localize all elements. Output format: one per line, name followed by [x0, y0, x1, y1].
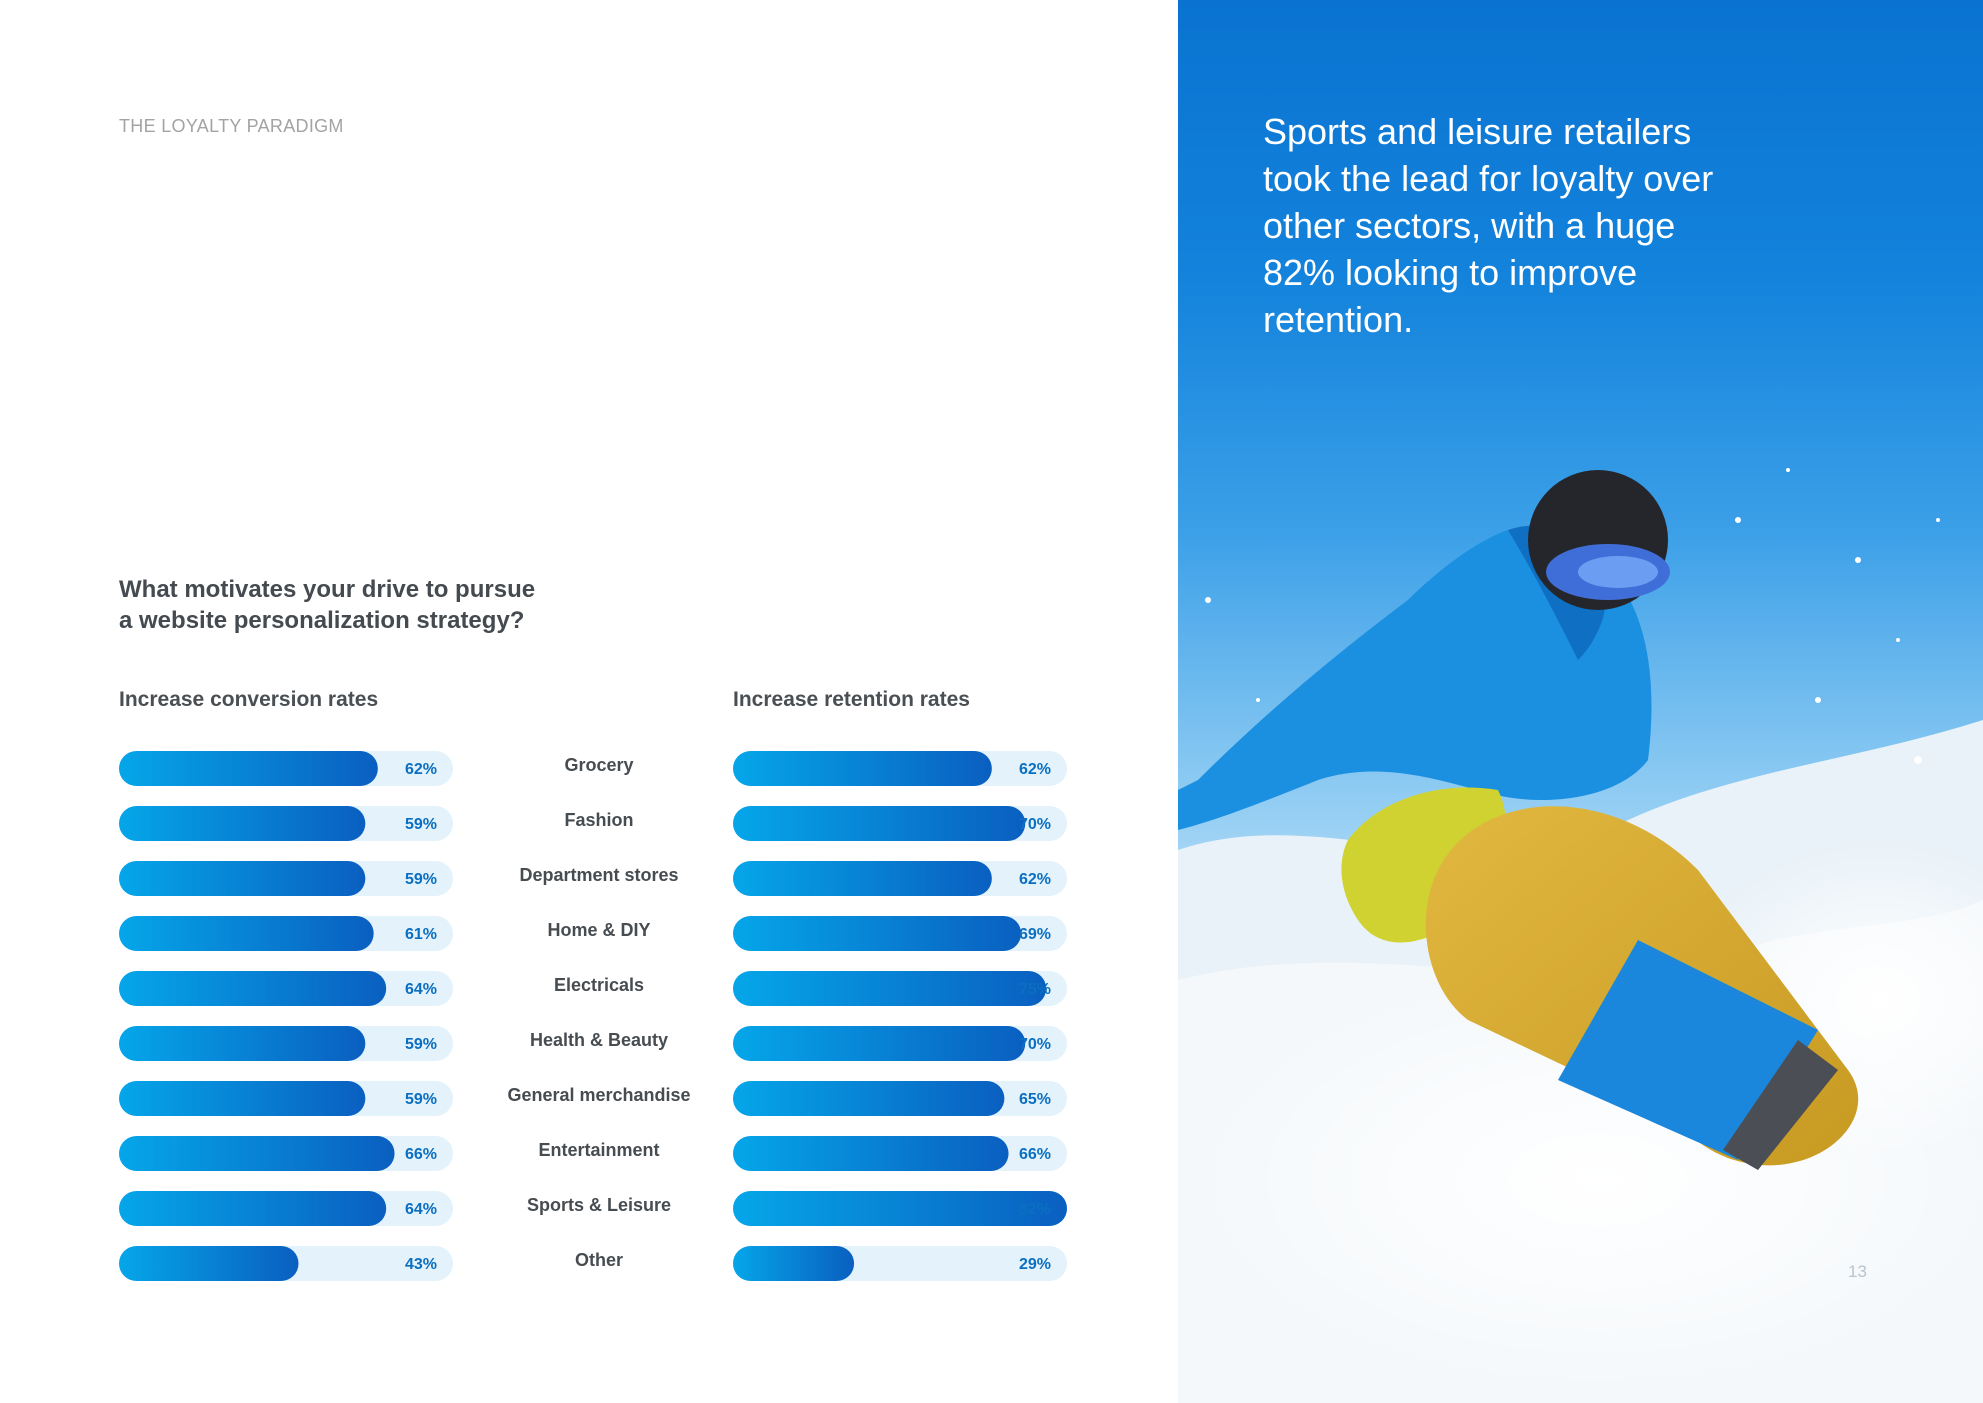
- category-label: Department stores: [519, 865, 679, 885]
- category-label: Sports & Leisure: [526, 1195, 672, 1215]
- conversion-heading: Increase conversion rates: [119, 688, 379, 711]
- bar: [733, 806, 1025, 841]
- bar-value-label: 64%: [404, 981, 437, 998]
- bar: [733, 751, 992, 786]
- category-label: Home & DIY: [547, 920, 651, 940]
- bar-value-label: 62%: [1018, 761, 1051, 778]
- bar-value-label: 43%: [404, 1256, 437, 1273]
- bar-value-label: 61%: [404, 926, 437, 943]
- category-label: Health & Beauty: [529, 1030, 669, 1050]
- bar: [733, 1026, 1025, 1061]
- category-label: Grocery: [564, 755, 634, 775]
- bar: [119, 1246, 299, 1281]
- bar: [733, 971, 1046, 1006]
- photo-panel: [1178, 0, 1983, 1403]
- category-label: Entertainment: [538, 1140, 660, 1160]
- category-label: General merchandise: [507, 1085, 691, 1105]
- page-number: 13: [1848, 1262, 1867, 1281]
- callout-text: Sports and leisure retailers took the lead for loyalty over other sectors, with a huge 82% looking to improve retention.: [1263, 111, 1714, 340]
- bar-value-label: 70%: [1018, 816, 1051, 833]
- bar-value-label: 66%: [1018, 1146, 1051, 1163]
- bar-value-label: 62%: [404, 761, 437, 778]
- bar-value-label: 69%: [1018, 926, 1051, 943]
- bar: [119, 751, 378, 786]
- bar-value-label: 59%: [404, 1036, 437, 1053]
- bar-value-label: 82%: [1018, 1201, 1051, 1218]
- bar-value-label: 59%: [404, 871, 437, 888]
- bar: [119, 1136, 395, 1171]
- bar-value-label: 59%: [404, 1091, 437, 1108]
- bar: [119, 916, 374, 951]
- bar-value-label: 66%: [404, 1146, 437, 1163]
- bar-value-label: 62%: [1018, 871, 1051, 888]
- category-label: Other: [574, 1250, 624, 1270]
- bar-value-label: 64%: [404, 1201, 437, 1218]
- bar: [733, 1136, 1009, 1171]
- bar-value-label: 29%: [1018, 1256, 1051, 1273]
- bar: [733, 916, 1021, 951]
- chart-question: What motivates your drive to pursue a website personalization strategy?: [119, 576, 536, 634]
- bar-value-label: 75%: [1018, 981, 1051, 998]
- section-kicker: THE LOYALTY PARADIGM: [119, 116, 344, 136]
- bar: [119, 861, 365, 896]
- bar: [119, 806, 365, 841]
- bar: [733, 861, 992, 896]
- bar: [119, 1081, 365, 1116]
- bar-value-label: 70%: [1018, 1036, 1051, 1053]
- retention-heading: Increase retention rates: [733, 688, 970, 711]
- bar: [119, 1026, 365, 1061]
- bar: [733, 1191, 1067, 1226]
- bar-value-label: 65%: [1018, 1091, 1051, 1108]
- bar: [119, 1191, 386, 1226]
- bar: [733, 1246, 854, 1281]
- category-label: Electricals: [553, 975, 645, 995]
- bar: [733, 1081, 1004, 1116]
- category-label: Fashion: [564, 810, 634, 830]
- bar-value-label: 59%: [404, 816, 437, 833]
- bar: [119, 971, 386, 1006]
